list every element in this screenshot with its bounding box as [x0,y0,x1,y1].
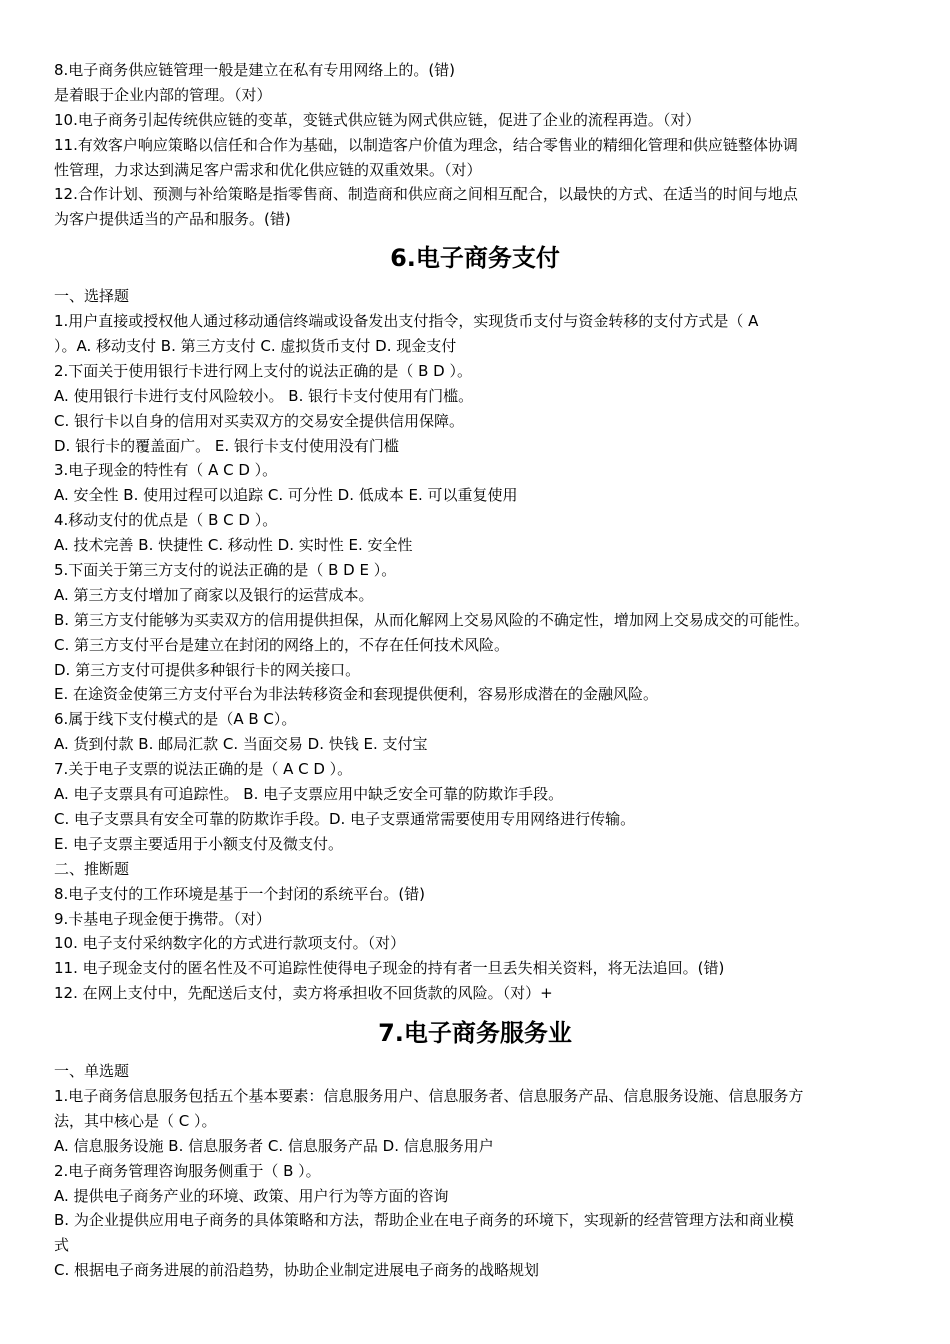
text-line: 性管理，力求达到满足客户需求和优化供应链的双重效果。（对） [54,160,482,179]
text-line: 2.电子商务管理咨询服务侧重于（ B ）。 [54,1161,321,1180]
section-7-title: 7.电子商务服务业 [378,1019,572,1048]
text-line: 式 [54,1236,70,1255]
text-line: 11. 电子现金支付的匿名性及不可追踪性使得电子现金的持有者一旦丢失相关资料，将无法追回。(错) [54,959,725,978]
document-page [54,58,904,1283]
text-line: D. 银行卡的覆盖面广。 E. 银行卡支付使用没有门槛 [54,436,399,455]
text-line: 9.卡基电子现金便于携带。（对） [54,909,271,928]
text-line: 10. 电子支付采纳数字化的方式进行款项支付。（对） [54,934,406,953]
text-line: B. 第三方支付能够为买卖双方的信用提供担保，从而化解网上交易风险的不确定性，增加网上交易成交的可能性。 [54,610,809,629]
text-line: A. 技术完善 B. 快捷性 C. 移动性 D. 实时性 E. 安全性 [54,536,413,555]
text-line: A. 第三方支付增加了商家以及银行的运营成本。 [54,585,374,604]
text-line: 一、选择题 [54,287,130,306]
text-line: 12.合作计划、预测与补给策略是指零售商、制造商和供应商之间相互配合，以最快的方式、在适当的时间与地点 [54,185,798,204]
text-line: 6.属于线下支付模式的是（A B C）。 [54,710,297,729]
section-7-body [54,1059,904,1283]
text-line: 8.电子支付的工作环境是基于一个封闭的系统平台。(错) [54,884,426,903]
text-line: A. 使用银行卡进行支付风险较小。 B. 银行卡支付使用有门槛。 [54,386,474,405]
text-line: D. 第三方支付可提供多种银行卡的网关接口。 [54,660,361,679]
text-line: 二、推断题 [54,859,130,878]
text-line: 1.电子商务信息服务包括五个基本要素：信息服务用户、信息服务者、信息服务产品、信息服务设施、信息服务方 [54,1086,804,1105]
section-6-body [54,284,904,1006]
section-6-title: 6.电子商务支付 [390,244,560,273]
text-line: A. 电子支票具有可追踪性。 B. 电子支票应用中缺乏安全可靠的防欺诈手段。 [54,785,564,804]
text-line: A. 信息服务设施 B. 信息服务者 C. 信息服务产品 D. 信息服务用户 [54,1136,494,1155]
supply-chain-judgment-section [54,58,904,232]
text-line: 3.电子现金的特性有（ A C D ）。 [54,461,278,480]
text-line: 2.下面关于使用银行卡进行网上支付的说法正确的是（ B D ）。 [54,361,472,380]
text-line: C. 根据电子商务进展的前沿趋势，协助企业制定进展电子商务的战略规划 [54,1261,540,1280]
text-line: 为客户提供适当的产品和服务。(错) [54,210,291,229]
text-line: B. 为企业提供应用电子商务的具体策略和方法，帮助企业在电子商务的环境下，实现新的经营管理方法和商业模 [54,1211,794,1230]
text-line: A. 安全性 B. 使用过程可以追踪 C. 可分性 D. 低成本 E. 可以重复使用 [54,486,518,505]
text-line: 7.关于电子支票的说法正确的是（ A C D ）。 [54,760,353,779]
text-line: 11.有效客户响应策略以信任和合作为基础，以制造客户价值为理念，结合零售业的精细化管理和供应链整体协调 [54,135,798,154]
text-line: ）。A. 移动支付 B. 第三方支付 C. 虚拟货币支付 D. 现金支付 [54,337,457,356]
text-line: E. 在途资金使第三方支付平台为非法转移资金和套现提供便利，容易形成潜在的金融风险。 [54,685,659,704]
text-line: 8.电子商务供应链管理一般是建立在私有专用网络上的。(错) [54,61,456,79]
text-line: C. 电子支票具有安全可靠的防欺诈手段。D. 电子支票通常需要使用专用网络进行传输。 [54,809,636,828]
text-line: 5.下面关于第三方支付的说法正确的是（ B D E ）。 [54,561,397,580]
text-line: 4.移动支付的优点是（ B C D ）。 [54,511,278,530]
text-line: 是着眼于企业内部的管理。（对） [54,85,272,104]
text-line: 1.用户直接或授权他人通过移动通信终端或设备发出支付指令，实现货币支付与资金转移的支付方式是（ A [54,312,759,331]
text-line: E. 电子支票主要适用于小额支付及微支付。 [54,834,344,853]
text-line: 10.电子商务引起传统供应链的变革，变链式供应链为网式供应链，促进了企业的流程再造。（对） [54,110,701,129]
text-line: 法，其中核心是（ C ）。 [54,1111,217,1130]
text-line: 12. 在网上支付中，先配送后支付，卖方将承担收不回货款的风险。（对）+ [54,984,553,1003]
text-line: A. 货到付款 B. 邮局汇款 C. 当面交易 D. 快钱 E. 支付宝 [54,735,428,754]
text-line: C. 银行卡以自身的信用对买卖双方的交易安全提供信用保障。 [54,411,465,430]
text-line: 一、单选题 [54,1062,130,1081]
text-line: C. 第三方支付平台是建立在封闭的网络上的，不存在任何技术风险。 [54,635,510,654]
text-line: A. 提供电子商务产业的环境、政策、用户行为等方面的咨询 [54,1186,449,1205]
